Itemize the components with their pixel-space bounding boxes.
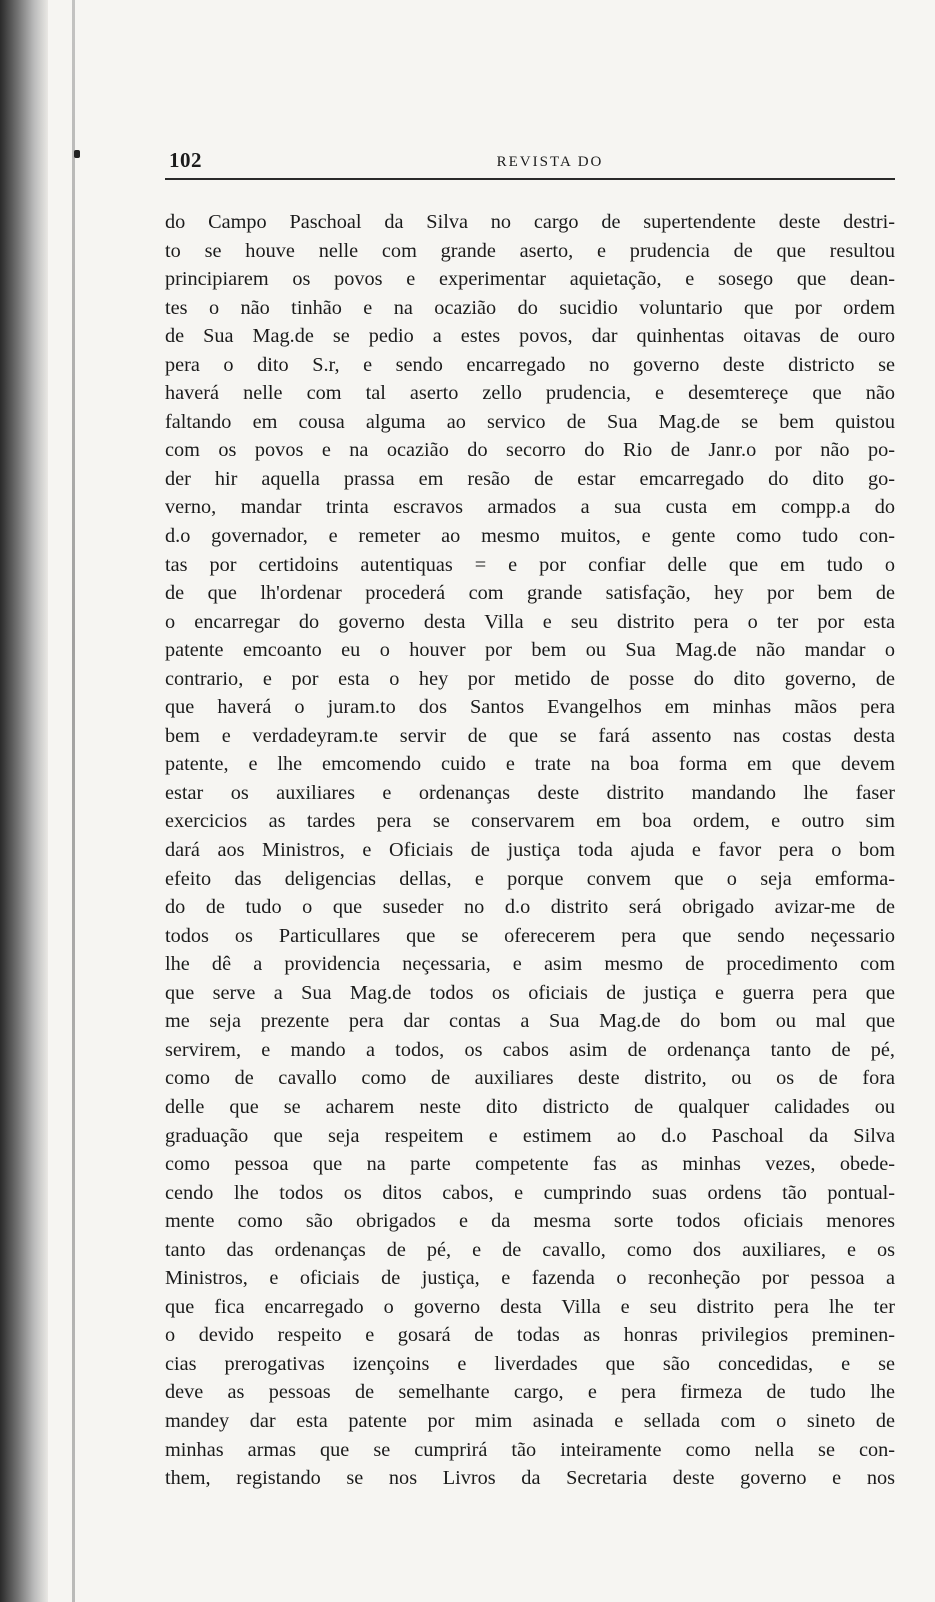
text-line: principiarem os povos e experimentar aquietação, e sosego que dean- xyxy=(165,268,895,291)
text-line: como de cavallo como de auxiliares deste distrito, ou os de fora xyxy=(165,1067,895,1090)
text-line: bem e verdadeyram.te servir de que se fará assento nas costas desta xyxy=(165,724,895,747)
text-line: mandey dar esta patente por mim asinada e sellada com o sineto de xyxy=(165,1409,895,1432)
text-line: que fica encarregado o governo desta Villa e seu distrito pera lhe ter xyxy=(165,1295,895,1318)
text-line: mente como são obrigados e da mesma sorte todos oficiais menores xyxy=(165,1210,895,1233)
page-header xyxy=(165,140,895,180)
body-text xyxy=(165,208,895,1493)
text-line: delle que se acharem neste dito districto de qualquer calidades ou xyxy=(165,1095,895,1118)
book-page xyxy=(165,140,895,1493)
text-line: todos os Particullares que se oferecerem pera que sendo neçessario xyxy=(165,924,895,947)
text-line: que haverá o juram.to dos Santos Evangelhos em minhas mãos pera xyxy=(165,696,895,719)
text-line: como pessoa que na parte competente fas as minhas vezes, obede- xyxy=(165,1153,895,1176)
text-line: lhe dê a providencia neçessaria, e asim mesmo de procedimento com xyxy=(165,953,895,976)
text-line: graduação que seja respeitem e estimem ao d.o Paschoal da Silva xyxy=(165,1124,895,1147)
text-line: tanto das ordenanças de pé, e de cavallo, como dos auxiliares, e os xyxy=(165,1238,895,1261)
text-line: estar os auxiliares e ordenanças deste distrito mandando lhe faser xyxy=(165,781,895,804)
text-line: Ministros, e oficiais de justiça, e fazenda o reconheção por pessoa a xyxy=(165,1267,895,1290)
text-line: d.o governador, e remeter ao mesmo muitos, e gente como tudo con- xyxy=(165,525,895,548)
text-line: deve as pessoas de semelhante cargo, e pera firmeza de tudo lhe xyxy=(165,1381,895,1404)
text-line: faltando em cousa alguma ao servico de Sua Mag.de se bem quistou xyxy=(165,410,895,433)
book-binding-shadow xyxy=(0,0,48,1602)
page-number: 102 xyxy=(169,148,202,172)
binding-mark xyxy=(74,150,80,158)
text-line: cendo lhe todos os ditos cabos, e cumprindo suas ordens tão pontual- xyxy=(165,1181,895,1204)
text-line: contrario, e por esta o hey por metido de posse do dito governo, de xyxy=(165,667,895,690)
text-line: der hir aquella prassa em resão de estar emcarregado do dito go- xyxy=(165,467,895,490)
text-line: que serve a Sua Mag.de todos os oficiais de justiça e guerra pera que xyxy=(165,981,895,1004)
text-line: servirem, e mando a todos, os cabos asim de ordenança tanto de pé, xyxy=(165,1038,895,1061)
text-line: tas por certidoins autentiquas = e por confiar delle que em tudo o xyxy=(165,553,895,576)
text-line: patente, e lhe emcomendo cuido e trate na boa forma em que devem xyxy=(165,753,895,776)
text-line: dará aos Ministros, e Oficiais de justiça toda ajuda e favor pera o bom xyxy=(165,839,895,862)
text-line: verno, mandar trinta escravos armados a sua custa em compp.a do xyxy=(165,496,895,519)
text-line: o encarregar do governo desta Villa e seu distrito pera o ter por esta xyxy=(165,610,895,633)
text-line: do de tudo o que suseder no d.o distrito será obrigado avizar-me de xyxy=(165,896,895,919)
gutter-line xyxy=(72,0,75,1602)
text-line: minhas armas que se cumprirá tão inteiramente como nella se con- xyxy=(165,1438,895,1461)
text-line: to se houve nelle com grande aserto, e prudencia de que resultou xyxy=(165,239,895,262)
text-line: pera o dito S.r, e sendo encarregado no governo deste districto se xyxy=(165,353,895,376)
text-line: tes o não tinhão e na ocazião do sucidio voluntario que por ordem xyxy=(165,296,895,319)
text-line: exercicios as tardes pera se conservarem em boa ordem, e outro sim xyxy=(165,810,895,833)
text-line: haverá nelle com tal aserto zello prudencia, e desemtereçe que não xyxy=(165,382,895,405)
text-line: de que lh'ordenar procederá com grande satisfação, hey por bem de xyxy=(165,582,895,605)
text-line: de Sua Mag.de se pedio a estes povos, dar quinhentas oitavas de ouro xyxy=(165,325,895,348)
running-title: REVISTA DO xyxy=(496,154,604,170)
text-line: them, registando se nos Livros da Secretaria deste governo e nos xyxy=(165,1467,895,1490)
text-line: o devido respeito e gosará de todas as honras privilegios preminen- xyxy=(165,1324,895,1347)
text-line: com os povos e na ocazião do secorro do Rio de Janr.o por não po- xyxy=(165,439,895,462)
text-line: patente emcoanto eu o houver por bem ou Sua Mag.de não mandar o xyxy=(165,639,895,662)
text-line: me seja prezente pera dar contas a Sua Mag.de do bom ou mal que xyxy=(165,1010,895,1033)
text-line: efeito das deligencias dellas, e porque convem que o seja emforma- xyxy=(165,867,895,890)
text-line: do Campo Paschoal da Silva no cargo de supertendente deste destri- xyxy=(165,211,895,233)
text-line: cias prerogativas izençoins e liverdades que são concedidas, e se xyxy=(165,1352,895,1375)
